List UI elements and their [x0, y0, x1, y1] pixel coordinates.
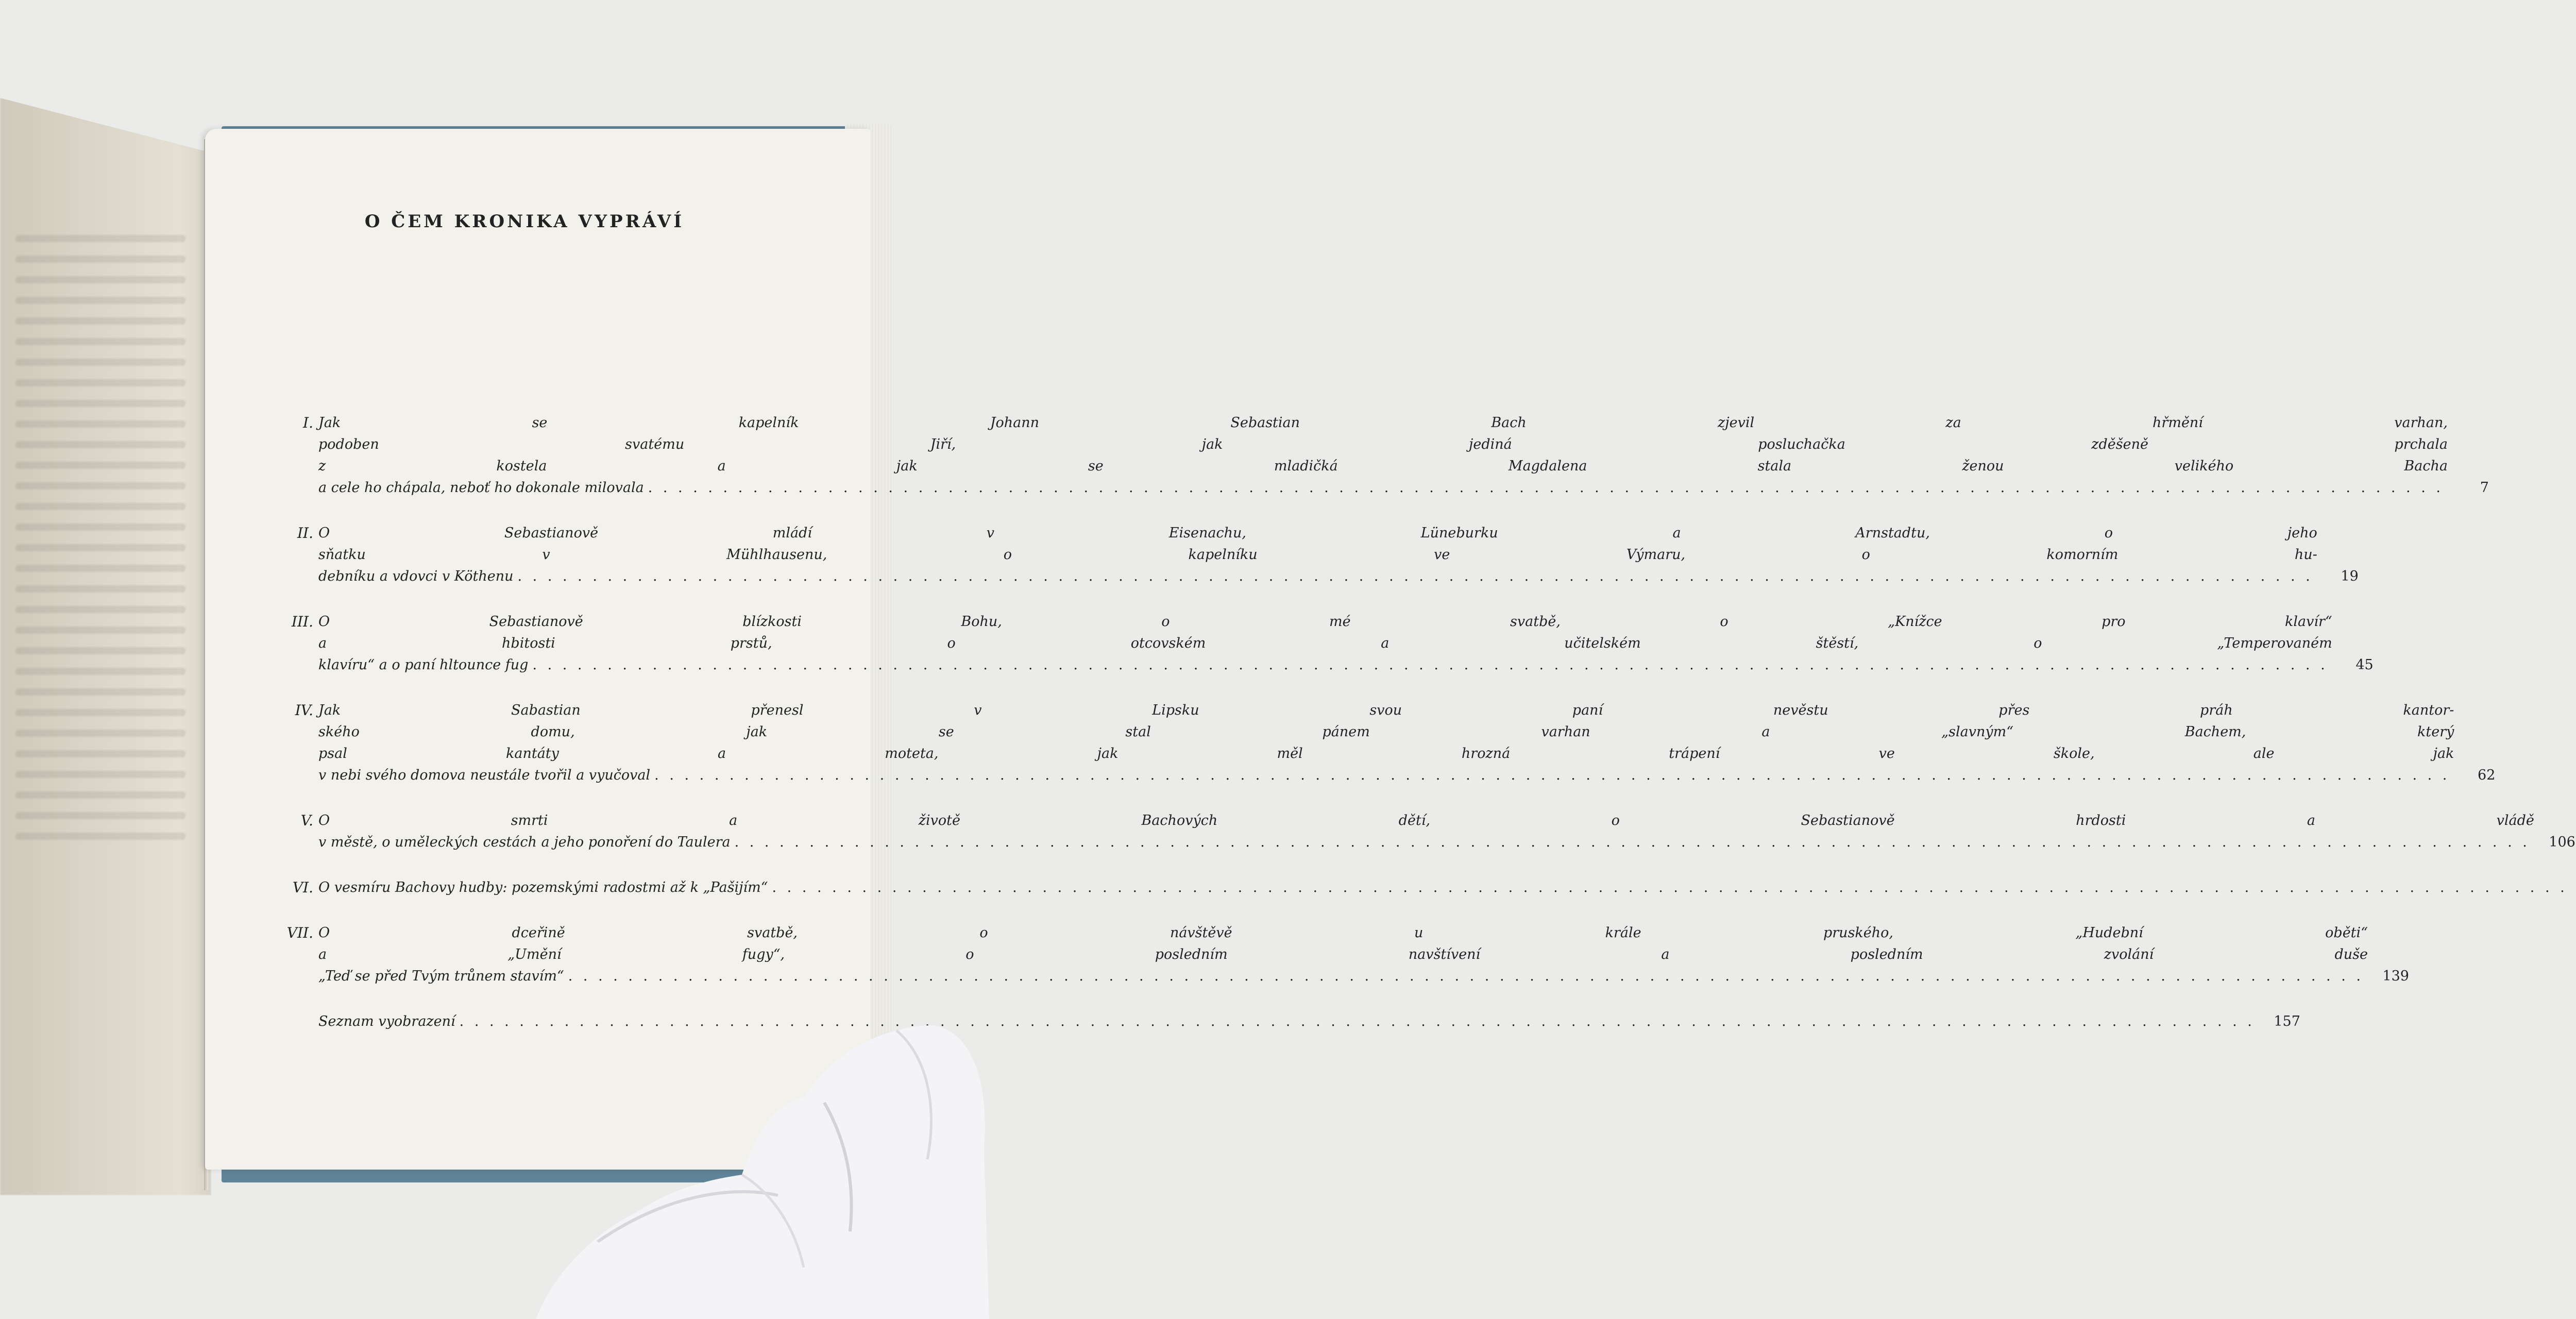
description-last-line: [318, 566, 2317, 587]
description-last-line: [318, 877, 2572, 899]
description-line: klavíru“ a o paní hltounce fug: [318, 657, 529, 673]
chapter-number: II.: [297, 525, 313, 542]
description-last-line: [318, 966, 2368, 987]
description-line: podoben svatému Jiří, jak jediná posluchačka zděšeně prchala: [318, 436, 2448, 452]
white-glove-hand: [536, 1025, 989, 1319]
dot-leader: . . . . . . . . . . . . . . . . . . . . . . . . . . . . . . . . . . . . . . . . . . . . . . . . . . . . . . . . . . . . . . . . . . . . . . . . . . . . . . . . . . . . . . . . . . . . . . . . . . . . . . . . . . . . . . . . . . . . . . . .: [532, 657, 2328, 673]
chapter-description: [318, 700, 2454, 786]
toc-entry: [267, 810, 2575, 853]
chapter-number: [267, 1011, 318, 1033]
description-line: O Sebastianově mládí v Eisenachu, Lüneburku a Arnstadtu, o jeho: [318, 525, 2317, 541]
description-last-line: [318, 654, 2332, 676]
page-title: O ČEM KRONIKA VYPRÁVÍ: [364, 211, 685, 232]
chapter-number: VII.: [286, 924, 313, 941]
toc-entry: [267, 522, 2359, 587]
chapter-description: [318, 877, 2572, 899]
description-last-line: [318, 765, 2454, 786]
page-number: 62: [2478, 767, 2496, 783]
description-line: O Sebastianově blízkosti Bohu, o mé svatbě, o „Knížce pro klavír“: [318, 614, 2332, 630]
left-page-blurred: [0, 98, 211, 1195]
chapter-number: IV.: [295, 702, 313, 719]
description-line: a cele ho chápala, neboť ho dokonale milovala: [318, 480, 644, 496]
contents-page: [205, 129, 2575, 1170]
description-line: O smrti a životě Bachových dětí, o Sebastianově hrdosti a vládě: [318, 813, 2534, 828]
description-line: v městě, o uměleckých cestách a jeho ponoření do Taulera: [318, 834, 731, 850]
description-line: Jak se kapelník Johann Sebastian Bach zjevil za hřmění varhan,: [318, 415, 2448, 431]
toc-entry: [267, 877, 2568, 899]
table-of-contents: [267, 412, 2575, 1056]
description-last-line: [318, 477, 2448, 499]
dot-leader: . . . . . . . . . . . . . . . . . . . . . . . . . . . . . . . . . . . . . . . . . . . . . . . . . . . . . . . . . . . . . . . . . . . . . . . . . . . . . . . . . . . . . . . . . . . . . . . . . . . . . . . . . . . . . . . . . . . . . . . .: [517, 568, 2313, 584]
description-line: psal kantáty a moteta, jak měl hrozná trápení ve škole, ale jak: [318, 746, 2454, 762]
page-number: 19: [2341, 568, 2359, 584]
dot-leader: . . . . . . . . . . . . . . . . . . . . . . . . . . . . . . . . . . . . . . . . . . . . . . . . . . . . . . . . . . . . . . . . . . . . . . . . . . . . . . . . . . . . . . . . . . . . . . . . . . . . . . . . . . . . . . . . . . . . . . . .: [772, 880, 2568, 895]
description-line: O dceřině svatbě, o návštěvě u krále pruského, „Hudební oběti“: [318, 925, 2368, 941]
description-line: debníku a vdovci v Köthenu: [318, 568, 514, 584]
dot-leader: . . . . . . . . . . . . . . . . . . . . . . . . . . . . . . . . . . . . . . . . . . . . . . . . . . . . . . . . . . . . . . . . . . . . . . . . . . . . . . . . . . . . . . . . . . . . . . . . . . . . . . . . . . . . . . . . . . . . . . . .: [734, 834, 2530, 850]
chapter-description: [318, 611, 2332, 676]
toc-entry: [267, 700, 2496, 786]
chapter-number: VI.: [292, 879, 313, 896]
description-line: v nebi svého domova neustále tvořil a vyučoval: [318, 767, 651, 783]
chapter-number: V.: [300, 812, 313, 829]
description-line: ského domu, jak se stal pánem varhan a „slavným“ Bachem, který: [318, 724, 2454, 740]
description-line: Seznam vyobrazení: [318, 1013, 455, 1029]
toc-entry: [267, 611, 2374, 676]
description-line: „Teď se před Tvým trůnem stavím“: [318, 968, 564, 984]
toc-entry: [267, 922, 2409, 987]
description-line: Jak Sabastian přenesl v Lipsku svou paní nevěstu přes práh kantor-: [318, 702, 2454, 718]
page-number: 139: [2382, 968, 2409, 984]
description-last-line: [318, 832, 2534, 853]
chapter-number: I.: [303, 414, 313, 431]
dot-leader: . . . . . . . . . . . . . . . . . . . . . . . . . . . . . . . . . . . . . . . . . . . . . . . . . . . . . . . . . . . . . . . . . . . . . . . . . . . . . . . . . . . . . . . . . . . . . . . . . . . . . . . . . . . . . . . . . . . . . . . .: [654, 767, 2450, 783]
description-line: O vesmíru Bachovy hudby: pozemskými radostmi až k „Pašijím“: [318, 880, 768, 895]
dot-leader: . . . . . . . . . . . . . . . . . . . . . . . . . . . . . . . . . . . . . . . . . . . . . . . . . . . . . . . . . . . . . . . . . . . . . . . . . . . . . . . . . . . . . . . . . . . . . . . . . . . . . . . . . . . . . . . . . . . . . . . .: [568, 968, 2364, 984]
page-number: 157: [2274, 1013, 2300, 1029]
description-line: sňatku v Mühlhausenu, o kapelníku ve Výmaru, o komorním hu-: [318, 547, 2317, 563]
dot-leader: . . . . . . . . . . . . . . . . . . . . . . . . . . . . . . . . . . . . . . . . . . . . . . . . . . . . . . . . . . . . . . . . . . . . . . . . . . . . . . . . . . . . . . . . . . . . . . . . . . . . . . . . . . . . . . . . . . . . . . . .: [459, 1013, 2255, 1029]
left-page-text-blur: [15, 222, 185, 853]
description-line: z kostela a jak se mladičká Magdalena stala ženou velikého Bacha: [318, 458, 2448, 474]
chapter-description: [318, 810, 2534, 853]
page-number: [2572, 877, 2576, 899]
dot-leader: . . . . . . . . . . . . . . . . . . . . . . . . . . . . . . . . . . . . . . . . . . . . . . . . . . . . . . . . . . . . . . . . . . . . . . . . . . . . . . . . . . . . . . . . . . . . . . . . . . . . . . . . . . . . . . . . . . . . . . . .: [648, 480, 2444, 496]
page-number: 106: [2549, 834, 2575, 850]
toc-entry: [267, 412, 2489, 499]
chapter-description: [318, 412, 2448, 499]
chapter-description: [318, 522, 2317, 587]
description-line: a hbitosti prstů, o otcovském a učitelském štěstí, o „Temperovaném: [318, 635, 2332, 651]
chapter-description: [318, 922, 2368, 987]
description-line: a „Umění fugy“, o posledním navštívení a posledním zvolání duše: [318, 946, 2368, 962]
chapter-number: III.: [291, 613, 313, 630]
page-number: 45: [2355, 657, 2374, 673]
page-number: 7: [2480, 480, 2489, 496]
